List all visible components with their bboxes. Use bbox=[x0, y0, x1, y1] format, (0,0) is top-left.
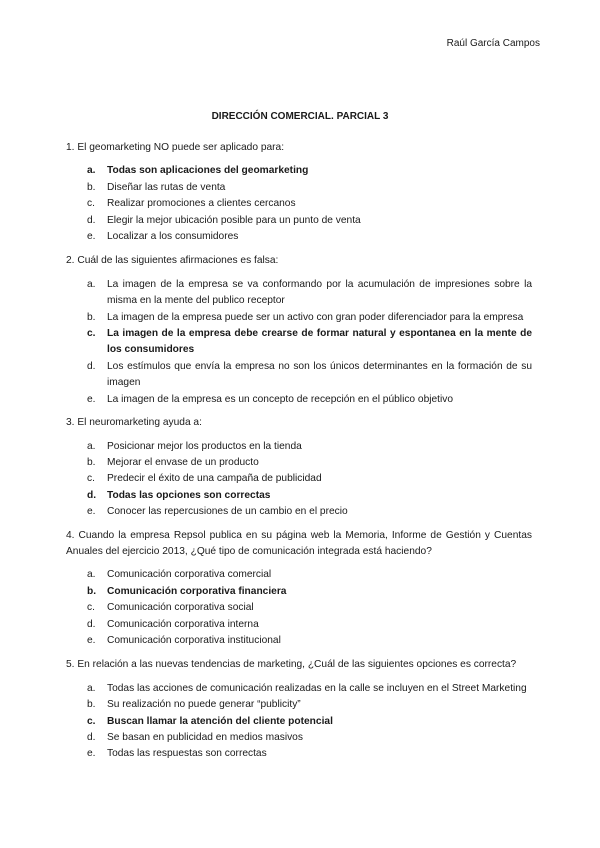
option bbox=[66, 697, 532, 713]
question-text: 1. El geomarketing NO puede ser aplicado para: bbox=[66, 142, 285, 153]
option bbox=[66, 277, 532, 310]
option-letter: c. bbox=[87, 328, 96, 340]
question-text: 5. En relación a las nuevas tendencias de marketing, ¿Cuál de las siguientes opciones es correcta? bbox=[66, 659, 517, 671]
option-letter: b. bbox=[87, 585, 97, 597]
option bbox=[66, 439, 532, 455]
option-letter: a. bbox=[87, 278, 96, 290]
option-text: Conocer las repercusiones de un cambio en el precio bbox=[107, 506, 348, 518]
option-text: Buscan llamar la atención del cliente potencial bbox=[107, 715, 333, 727]
option-letter: e. bbox=[87, 393, 96, 405]
option bbox=[66, 504, 532, 520]
question-5 bbox=[66, 657, 532, 762]
option-correct bbox=[66, 163, 532, 179]
options-list bbox=[66, 163, 532, 245]
option-text: Predecir el éxito de una campaña de publicidad bbox=[107, 473, 322, 485]
option bbox=[66, 359, 532, 392]
option-letter: a. bbox=[87, 440, 96, 452]
options-list bbox=[66, 439, 532, 521]
question-2 bbox=[66, 253, 532, 408]
option-letter: c. bbox=[87, 198, 95, 210]
option bbox=[66, 180, 532, 196]
question-text: 4. Cuando la empresa Repsol publica en su página web la Memoria, Informe de Gestión y Cuentas Anuales del ejercicio 2013, ¿Qué tipo de comunicación integrada está haciendo? bbox=[66, 529, 532, 557]
option-text: La imagen de la empresa se va conformando por la acumulación de impresiones sobre la misma en la mente del publico receptor bbox=[107, 278, 532, 307]
option-letter: b. bbox=[87, 181, 96, 193]
option-text: Realizar promociones a clientes cercanos bbox=[107, 198, 296, 210]
options-list bbox=[66, 681, 532, 763]
option bbox=[66, 229, 532, 245]
option-letter: c. bbox=[87, 715, 96, 727]
option-letter: b. bbox=[87, 699, 96, 711]
question-4 bbox=[66, 528, 532, 650]
question-text: 3. El neuromarketing ayuda a: bbox=[66, 417, 202, 429]
option bbox=[66, 600, 532, 616]
option bbox=[66, 746, 532, 762]
option-text: Su realización no puede generar “publicity” bbox=[107, 699, 301, 711]
option-text: Todas las respuestas son correctas bbox=[107, 748, 267, 760]
option-text: Todas las opciones son correctas bbox=[107, 489, 271, 501]
option-letter: c. bbox=[87, 473, 95, 485]
option-text: Diseñar las rutas de venta bbox=[107, 181, 226, 193]
option bbox=[66, 471, 532, 487]
option-letter: a. bbox=[87, 165, 96, 177]
question-3 bbox=[66, 415, 532, 520]
option bbox=[66, 567, 532, 583]
option-correct bbox=[66, 326, 532, 359]
option-letter: b. bbox=[87, 456, 96, 468]
option-letter: d. bbox=[87, 489, 97, 501]
option-correct bbox=[66, 584, 532, 600]
options-list bbox=[66, 277, 532, 408]
option-correct bbox=[66, 488, 532, 504]
option-letter: d. bbox=[87, 618, 96, 630]
option-text: La imagen de la empresa puede ser un activo con gran poder diferenciador para la empresa bbox=[107, 311, 524, 323]
option-text: Se basan en publicidad en medios masivos bbox=[107, 732, 303, 743]
option-letter: e. bbox=[87, 231, 96, 243]
option-text: Comunicación corporativa institucional bbox=[107, 634, 281, 646]
option-text: Localizar a los consumidores bbox=[107, 231, 239, 243]
question-number: 5. bbox=[66, 659, 75, 671]
option-letter: e. bbox=[87, 748, 96, 760]
question-text: 2. Cuál de las siguientes afirmaciones es falsa: bbox=[66, 255, 279, 267]
question-1 bbox=[66, 140, 532, 245]
author-name: Raúl García Campos bbox=[446, 38, 540, 49]
option bbox=[66, 730, 532, 746]
option-text: Comunicación corporativa social bbox=[107, 602, 254, 614]
option-text: Posicionar mejor los productos en la tienda bbox=[107, 440, 302, 452]
question-number: 4. bbox=[66, 529, 75, 541]
option bbox=[66, 455, 532, 471]
option-text: La imagen de la empresa debe crearse de formar natural y espontanea en la mente de los consumidores bbox=[107, 328, 532, 356]
option-text: Comunicación corporativa comercial bbox=[107, 569, 272, 581]
option-text: Elegir la mejor ubicación posible para un punto de venta bbox=[107, 214, 361, 226]
option-text: Mejorar el envase de un producto bbox=[107, 456, 259, 468]
option bbox=[66, 617, 532, 633]
option-letter: d. bbox=[87, 360, 96, 372]
question-number: 1. bbox=[66, 142, 75, 153]
option-letter: e. bbox=[87, 506, 96, 518]
question-number: 2. bbox=[66, 255, 75, 267]
option-text: Los estímulos que envía la empresa no son los únicos determinantes en la formación de su imagen bbox=[107, 360, 532, 389]
option bbox=[66, 196, 532, 212]
option-correct bbox=[66, 714, 532, 730]
option-text: Todas son aplicaciones del geomarketing bbox=[107, 165, 309, 177]
option-letter: c. bbox=[87, 602, 95, 614]
option bbox=[66, 681, 532, 697]
options-list bbox=[66, 567, 532, 649]
option-letter: a. bbox=[87, 569, 96, 581]
option-text: Comunicación corporativa financiera bbox=[107, 585, 287, 597]
option-letter: a. bbox=[87, 682, 96, 694]
option-text: La imagen de la empresa es un concepto de recepción en el público objetivo bbox=[107, 393, 454, 405]
document-title: DIRECCIÓN COMERCIAL. PARCIAL 3 bbox=[211, 111, 389, 122]
option bbox=[66, 633, 532, 649]
option bbox=[66, 310, 532, 326]
option-letter: e. bbox=[87, 634, 96, 646]
exam-content bbox=[66, 140, 532, 769]
option-letter: d. bbox=[87, 732, 96, 743]
option-letter: d. bbox=[87, 214, 96, 226]
option-text: Todas las acciones de comunicación realizadas en la calle se incluyen en el Street Marketing bbox=[107, 682, 527, 694]
option bbox=[66, 213, 532, 229]
option-letter: b. bbox=[87, 311, 96, 323]
option-text: Comunicación corporativa interna bbox=[107, 618, 259, 630]
option bbox=[66, 392, 532, 408]
question-number: 3. bbox=[66, 417, 75, 429]
